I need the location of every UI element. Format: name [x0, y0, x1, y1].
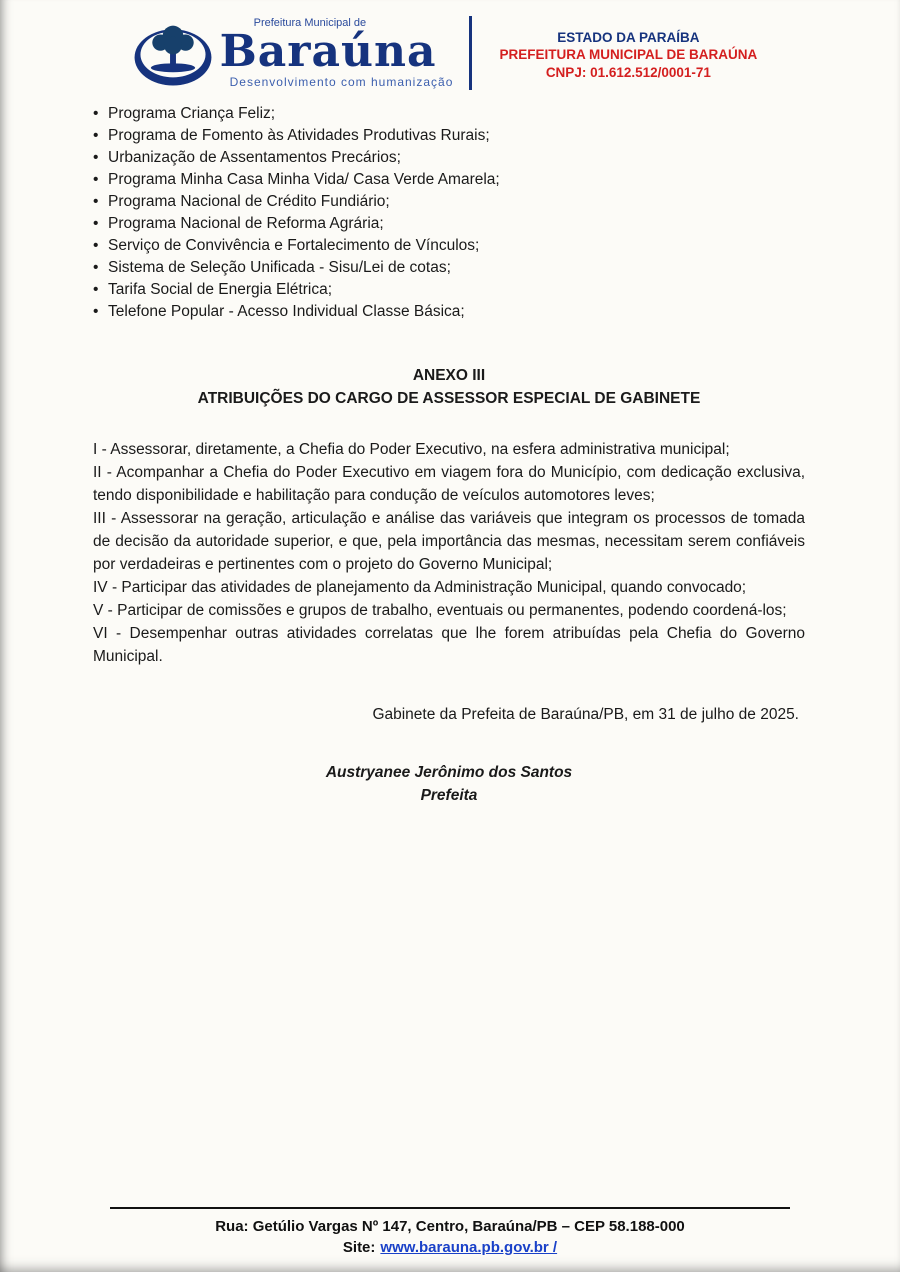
list-item: • Sistema de Seleção Unificada - Sisu/Lei de cotas; — [93, 257, 805, 279]
attribution-item: II - Acompanhar a Chefia do Poder Executivo em viagem fora do Município, com dedicação exclusiva, tendo disponibilidade e habilitação para condução de veículos automotores leves; — [93, 464, 805, 504]
municipality-logo — [132, 18, 454, 88]
attribution-item: IV - Participar das atividades de planejamento da Administração Municipal, quando convocado; — [93, 579, 747, 596]
document-header — [0, 0, 900, 96]
logo-tagline: Desenvolvimento com humanização — [229, 75, 454, 89]
attribution-item: VI - Desempenhar outras atividades correlatas que lhe forem atribuídas pela Chefia do Governo Municipal. — [93, 625, 805, 665]
footer-site-line — [0, 1237, 900, 1258]
cnpj-number: CNPJ: 01.612.512/0001-71 — [545, 64, 711, 80]
logo-title: Baraúna — [219, 26, 437, 77]
signature-name: Austryanee Jerônimo dos Santos — [325, 764, 573, 781]
program-list — [93, 103, 805, 323]
list-item: • Programa de Fomento às Atividades Produtivas Rurais; — [93, 125, 805, 147]
document-body — [0, 103, 900, 807]
header-letterhead — [488, 25, 768, 82]
attribution-item: III - Assessorar na geração, articulação e análise das variáveis que integram os processos de tomada de decisão da autoridade superior, e que, pela importância das mesmas, necessitam serem confiáveis por verdadeiras e pertinentes com o projeto do Governo Municipal; — [93, 510, 805, 573]
signature-block — [93, 761, 805, 807]
list-item: • Programa Criança Feliz; — [93, 103, 805, 125]
municipality-name: PREFEITURA MUNICIPAL DE BARAÚNA — [499, 47, 758, 63]
list-item: • Programa Nacional de Crédito Fundiário; — [93, 191, 805, 213]
list-item: • Telefone Popular - Acesso Individual Classe Básica; — [93, 301, 805, 323]
list-item: • Tarifa Social de Energia Elétrica; — [93, 279, 805, 301]
document-footer — [0, 1207, 900, 1258]
state-name: ESTADO DA PARAÍBA — [557, 29, 700, 45]
attribution-item: I - Assessorar, diretamente, a Chefia do Poder Executivo, na esfera administrativa municipal; — [93, 441, 730, 458]
footer-address: Rua: Getúlio Vargas Nº 147, Centro, Baraúna/PB – CEP 58.188-000 — [215, 1218, 685, 1235]
date-line: Gabinete da Prefeita de Baraúna/PB, em 31 de julho de 2025. — [372, 706, 799, 723]
attribution-item: V - Participar de comissões e grupos de trabalho, eventuais ou permanentes, podendo coordená-los; — [93, 602, 787, 619]
logo-pretitle: Prefeitura Municipal de — [253, 17, 367, 29]
header-divider — [469, 16, 472, 90]
attributions-section — [93, 438, 805, 668]
site-label: Site: — [342, 1239, 376, 1256]
tree-emblem-icon — [132, 19, 214, 87]
site-link[interactable]: www.barauna.pb.gov.br / — [380, 1239, 558, 1256]
list-item: • Serviço de Convivência e Fortalecimento de Vínculos; — [93, 235, 805, 257]
footer-divider — [110, 1207, 790, 1209]
list-item: • Urbanização de Assentamentos Precários; — [93, 147, 805, 169]
logo-text — [220, 18, 454, 88]
section-heading — [93, 364, 805, 410]
list-item: • Programa Nacional de Reforma Agrária; — [93, 213, 805, 235]
anexo-subtitle: ATRIBUIÇÕES DO CARGO DE ASSESSOR ESPECIAL DE GABINETE — [197, 390, 701, 407]
list-item: • Programa Minha Casa Minha Vida/ Casa Verde Amarela; — [93, 169, 805, 191]
signature-role: Prefeita — [420, 787, 478, 804]
anexo-title: ANEXO III — [412, 367, 486, 384]
